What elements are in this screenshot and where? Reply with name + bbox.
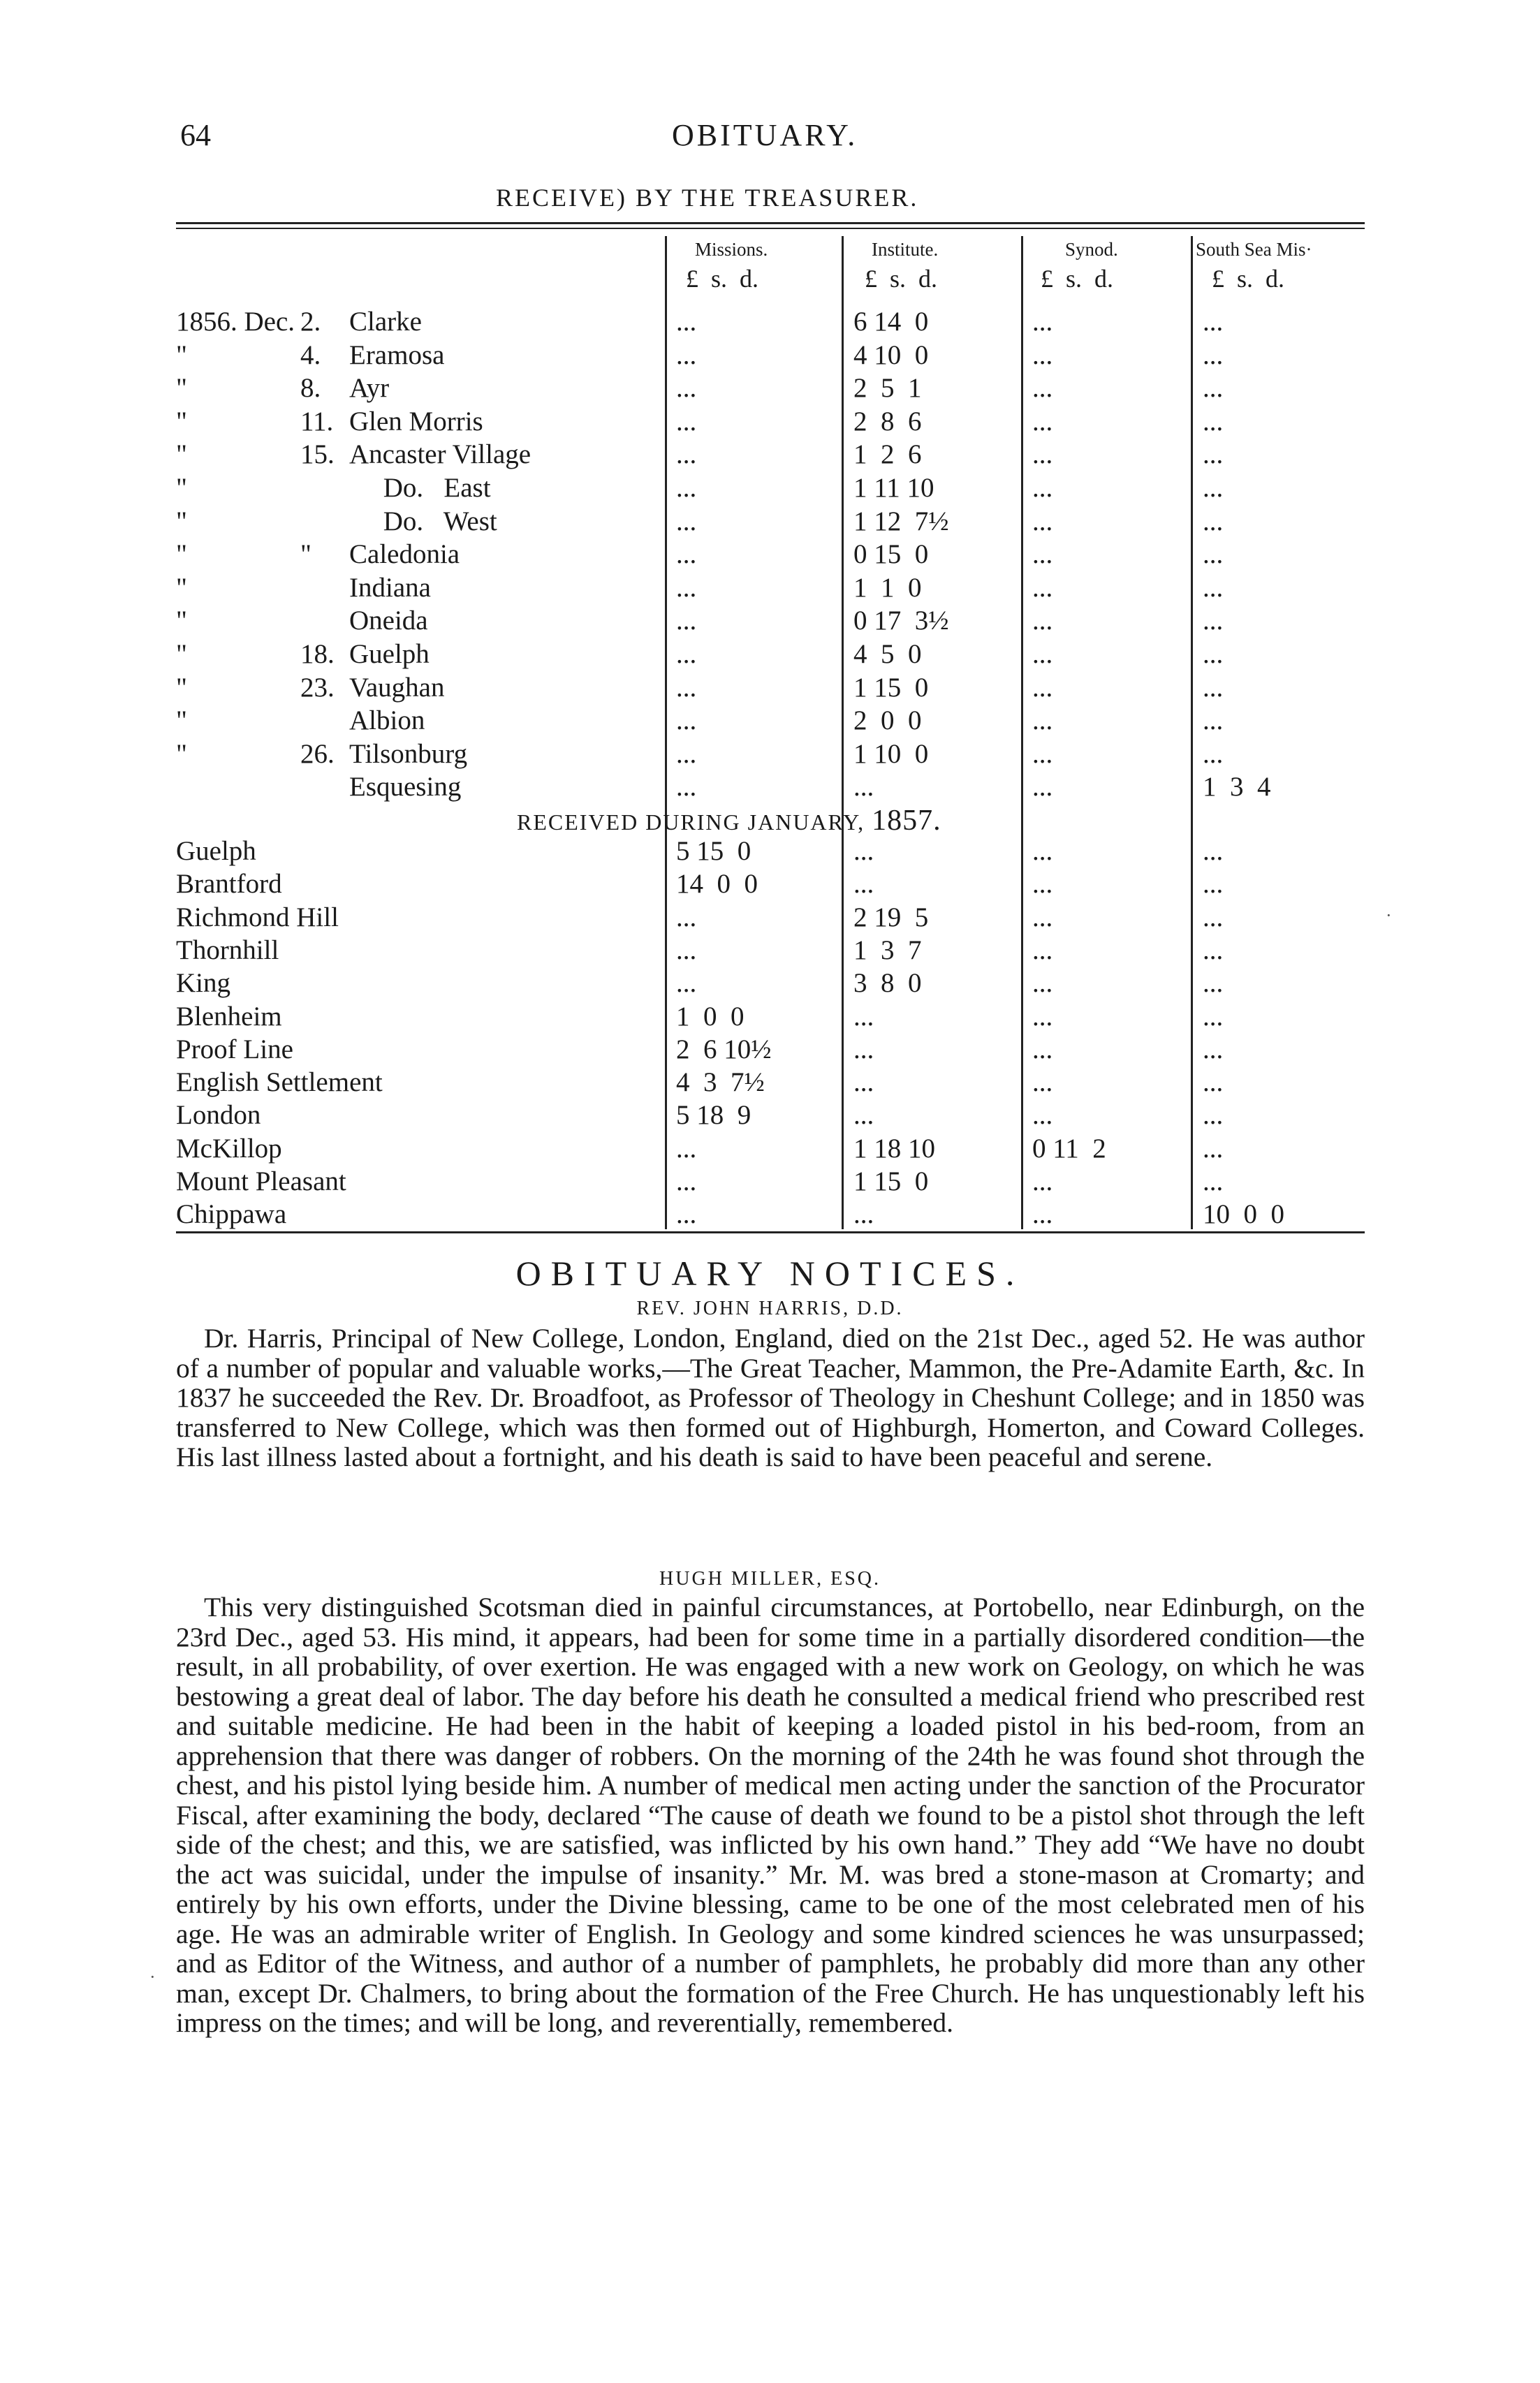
cell-southsea: ... — [1203, 1034, 1224, 1064]
row-name: Albion — [349, 705, 425, 736]
cell-southsea: ... — [1203, 934, 1224, 965]
cell-synod: ... — [1032, 1067, 1053, 1098]
row-name: Mount Pleasant — [176, 1166, 346, 1196]
cell-missions: ... — [676, 1166, 697, 1196]
cell-southsea: ... — [1203, 705, 1224, 736]
notice-body-harris — [176, 1324, 1365, 1472]
table-row — [0, 934, 1540, 968]
table-row — [0, 439, 1540, 472]
units-synod: £ s. d. — [1041, 265, 1114, 293]
cell-institute: ... — [853, 869, 874, 900]
cell-institute: 1 12 7½ — [853, 506, 949, 536]
col-header-southsea: South Sea Mis· — [1196, 239, 1312, 260]
row-name: Glen Morris — [349, 406, 483, 437]
row-date: 1856. Dec. — [176, 307, 295, 337]
units-missions: £ s. d. — [686, 265, 759, 293]
cell-institute: 1 1 0 — [853, 572, 922, 603]
row-day: 15. — [300, 439, 335, 470]
cell-missions: ... — [676, 934, 697, 965]
row-date: " — [176, 572, 187, 603]
cell-institute: 2 0 0 — [853, 705, 922, 736]
table-row — [0, 638, 1540, 672]
row-name: Caledonia — [349, 539, 460, 570]
cell-missions: ... — [676, 539, 697, 570]
cell-synod: ... — [1032, 406, 1053, 437]
row-name: King — [176, 968, 230, 999]
cell-institute: 2 19 5 — [853, 902, 929, 932]
cell-missions: ... — [676, 373, 697, 404]
row-name: Do. West — [349, 506, 497, 536]
row-date: " — [176, 539, 187, 570]
col-header-synod: Synod. — [1065, 239, 1118, 260]
cell-missions: ... — [676, 339, 697, 370]
row-day: " — [300, 539, 311, 570]
row-name: Oneida — [349, 606, 428, 636]
row-date: " — [176, 439, 187, 470]
table-row — [0, 339, 1540, 373]
cell-missions: ... — [676, 572, 697, 603]
cell-institute: ... — [853, 1001, 874, 1032]
cell-missions: ... — [676, 639, 697, 669]
row-name: Richmond Hill — [176, 902, 339, 932]
cell-synod: ... — [1032, 1001, 1053, 1032]
cell-missions: ... — [676, 307, 697, 337]
table-row — [0, 306, 1540, 339]
cell-synod: ... — [1032, 307, 1053, 337]
cell-missions: ... — [676, 672, 697, 703]
table-row — [0, 472, 1540, 506]
row-name: Chippawa — [176, 1199, 287, 1230]
units-institute: £ s. d. — [865, 265, 938, 293]
cell-institute: 2 5 1 — [853, 373, 922, 404]
cell-southsea: ... — [1203, 606, 1224, 636]
table-row — [0, 1001, 1540, 1034]
cell-southsea: ... — [1203, 572, 1224, 603]
cell-southsea: ... — [1203, 1001, 1224, 1032]
cell-southsea: ... — [1203, 406, 1224, 437]
cell-synod: ... — [1032, 439, 1053, 470]
table-row — [0, 1099, 1540, 1133]
cell-southsea: ... — [1203, 1067, 1224, 1098]
cell-missions: ... — [676, 406, 697, 437]
row-name: Guelph — [176, 836, 256, 866]
cell-southsea: ... — [1203, 738, 1224, 769]
row-name: Thornhill — [176, 934, 279, 965]
january-heading-text: RECEIVED DURING JANUARY, — [517, 809, 865, 835]
notice-heading-harris: REV. JOHN HARRIS, D.D. — [636, 1298, 904, 1319]
cell-synod: ... — [1032, 539, 1053, 570]
table-row — [0, 1133, 1540, 1166]
cell-synod: ... — [1032, 772, 1053, 802]
row-name: London — [176, 1100, 261, 1131]
running-head: OBITUARY. — [672, 118, 858, 152]
print-speck: · — [1386, 905, 1392, 925]
row-date: " — [176, 606, 187, 636]
row-name: Guelph — [349, 639, 430, 669]
cell-missions: 1 0 0 — [676, 1001, 745, 1032]
row-name: Do. East — [349, 473, 491, 503]
cell-institute: 0 17 3½ — [853, 606, 949, 636]
cell-southsea: ... — [1203, 869, 1224, 900]
cell-southsea: ... — [1203, 439, 1224, 470]
cell-missions: 5 18 9 — [676, 1100, 751, 1131]
cell-southsea: ... — [1203, 339, 1224, 370]
col-header-missions: Missions. — [695, 239, 768, 260]
row-day: 18. — [300, 639, 335, 669]
cell-institute: 1 15 0 — [853, 672, 929, 703]
cell-southsea: ... — [1203, 1133, 1224, 1164]
table-row — [0, 506, 1540, 539]
cell-synod: ... — [1032, 1100, 1053, 1131]
row-date: " — [176, 406, 187, 437]
row-name: Indiana — [349, 572, 431, 603]
cell-synod: ... — [1032, 902, 1053, 932]
cell-institute: 3 8 0 — [853, 968, 922, 999]
cell-synod: ... — [1032, 473, 1053, 503]
row-name: Blenheim — [176, 1001, 282, 1032]
notice-text-harris: Dr. Harris, Principal of New College, London, England, died on the 21st Dec., aged 52. He was author of a number of popular and valuable works,—The Great Teacher, Mammon, the Pre-Adamite Earth, &c. In 1837 he succeeded the Rev. Dr. Broadfoot, as Professor of Theology in Cheshunt College; and in 1850 was transferred to New College, which was then formed out of Highburgh, Homerton, and Coward Colleges. His last illness lasted about a fortnight, and his death is said to have been peaceful and serene. — [176, 1323, 1365, 1472]
cell-missions: ... — [676, 606, 697, 636]
row-date: " — [176, 373, 187, 404]
cell-institute: 4 10 0 — [853, 339, 929, 370]
table-row — [0, 1034, 1540, 1067]
row-name: Eramosa — [349, 339, 445, 370]
row-name: Clarke — [349, 307, 422, 337]
table-row — [0, 538, 1540, 572]
cell-missions: 4 3 7½ — [676, 1067, 765, 1098]
cell-southsea: 1 3 4 — [1203, 772, 1271, 802]
cell-synod: ... — [1032, 1166, 1053, 1196]
cell-southsea: ... — [1203, 307, 1224, 337]
row-name: English Settlement — [176, 1067, 383, 1098]
table-row — [0, 406, 1540, 439]
row-name: Vaughan — [349, 672, 445, 703]
cell-synod: ... — [1032, 506, 1053, 536]
cell-synod: ... — [1032, 639, 1053, 669]
table-row — [0, 572, 1540, 606]
cell-institute: 2 8 6 — [853, 406, 922, 437]
cell-missions: 14 0 0 — [676, 869, 758, 900]
cell-missions: 5 15 0 — [676, 836, 751, 866]
cell-synod: ... — [1032, 705, 1053, 736]
row-day: 26. — [300, 738, 335, 769]
table-row — [0, 835, 1540, 869]
cell-institute: ... — [853, 836, 874, 866]
notice-body-miller — [176, 1592, 1365, 2038]
notice-text-miller: This very distinguished Scotsman died in painful circumstances, at Portobello, near Edinburgh, on the 23rd Dec., aged 53. His mind, it appears, had been for some time in a partially disordered condition—the result, in all probability, of over exertion. He was engaged with a new work on Geology, on which he was bestowing a great deal of labor. The day before his death he consulted a medical friend who prescribed rest and suitable medicine. He had been in the habit of keeping a loaded pistol in his bed-room, from an apprehension that there was danger of robbers. On the morning of the 24th he was found shot through the chest, and his pistol lying beside him. A number of medical men acting under the sanction of the Procurator Fiscal, after examining the body, declared “The cause of death we found to be a pistol shot through the left side of the chest; and this, we are satisfied, was inflicted by his own hand.” They add “We have no doubt the act was suicidal, under the impulse of insanity.” Mr. M. was bred a stone-mason at Cromarty; and entirely by his own efforts, under the Divine blessing, came to be one of the most celebrated men of his age. He was an admirable writer of English. In Geology and some kindred sciences he was unsurpassed; and as Editor of the Witness, and author of a number of pamphlets, he probably did more than any other man, except Dr. Chalmers, to bring about the formation of the Free Church. He has unquestionably left his impress on the times; and will be long, and reverentially, remembered. — [176, 1592, 1365, 2038]
cell-institute: ... — [853, 772, 874, 802]
cell-synod: ... — [1032, 373, 1053, 404]
cell-synod: ... — [1032, 339, 1053, 370]
notice-heading-miller: HUGH MILLER, ESQ. — [659, 1568, 881, 1590]
row-date: " — [176, 705, 187, 736]
row-date: " — [176, 738, 187, 769]
cell-institute: ... — [853, 1199, 874, 1230]
cell-missions: ... — [676, 1199, 697, 1230]
cell-institute: ... — [853, 1034, 874, 1064]
table-row — [0, 1166, 1540, 1199]
cell-institute: 1 11 10 — [853, 473, 934, 503]
cell-missions: ... — [676, 772, 697, 802]
row-name: Ayr — [349, 373, 390, 404]
january-heading-year: 1857. — [872, 805, 941, 837]
cell-southsea: ... — [1203, 1100, 1224, 1131]
cell-southsea: ... — [1203, 672, 1224, 703]
table-bottom-rule — [176, 1231, 1365, 1233]
cell-synod: ... — [1032, 606, 1053, 636]
cell-synod: 0 11 2 — [1032, 1133, 1106, 1164]
table-row — [0, 705, 1540, 738]
row-date: " — [176, 339, 187, 370]
cell-missions: ... — [676, 738, 697, 769]
table-row — [0, 605, 1540, 638]
cell-synod: ... — [1032, 1199, 1053, 1230]
cell-institute: 4 5 0 — [853, 639, 922, 669]
page-number: 64 — [180, 118, 211, 152]
cell-southsea: ... — [1203, 473, 1224, 503]
cell-institute: 0 15 0 — [853, 539, 929, 570]
cell-institute: ... — [853, 1067, 874, 1098]
cell-synod: ... — [1032, 672, 1053, 703]
row-name: McKillop — [176, 1133, 282, 1164]
table-row — [0, 902, 1540, 935]
table-row — [0, 771, 1540, 805]
cell-synod: ... — [1032, 738, 1053, 769]
cell-missions: ... — [676, 473, 697, 503]
table-row — [0, 1198, 1540, 1232]
cell-missions: ... — [676, 705, 697, 736]
print-speck: · — [149, 1967, 156, 1987]
row-date: " — [176, 639, 187, 669]
cell-institute: 6 14 0 — [853, 307, 929, 337]
cell-missions: ... — [676, 506, 697, 536]
row-day: 8. — [300, 373, 321, 404]
units-southsea: £ s. d. — [1212, 265, 1285, 293]
table-top-rule-1 — [176, 222, 1365, 224]
obituary-title: OBITUARY NOTICES. — [515, 1254, 1025, 1293]
cell-synod: ... — [1032, 869, 1053, 900]
january-heading — [517, 804, 941, 837]
cell-missions: 2 6 10½ — [676, 1034, 772, 1064]
row-name: Proof Line — [176, 1034, 293, 1064]
table-row — [0, 372, 1540, 406]
treasurer-title: RECEIVE) BY THE TREASURER. — [496, 184, 919, 212]
row-date: " — [176, 506, 187, 536]
cell-institute: ... — [853, 1100, 874, 1131]
cell-southsea: ... — [1203, 506, 1224, 536]
cell-southsea: ... — [1203, 836, 1224, 866]
cell-institute: 1 10 0 — [853, 738, 929, 769]
cell-synod: ... — [1032, 934, 1053, 965]
row-day: 4. — [300, 339, 321, 370]
cell-southsea: ... — [1203, 1166, 1224, 1196]
cell-missions: ... — [676, 902, 697, 932]
col-header-institute: Institute. — [872, 239, 939, 260]
cell-southsea: 10 0 0 — [1203, 1199, 1284, 1230]
row-day: 11. — [300, 406, 334, 437]
row-name: Ancaster Village — [349, 439, 531, 470]
table-top-rule-2 — [176, 228, 1365, 229]
row-date: " — [176, 473, 187, 503]
row-day: 23. — [300, 672, 335, 703]
table-row — [0, 868, 1540, 902]
cell-synod: ... — [1032, 572, 1053, 603]
cell-institute: 1 18 10 — [853, 1133, 935, 1164]
table-row — [0, 1066, 1540, 1100]
cell-southsea: ... — [1203, 373, 1224, 404]
cell-synod: ... — [1032, 1034, 1053, 1064]
cell-synod: ... — [1032, 968, 1053, 999]
cell-synod: ... — [1032, 836, 1053, 866]
cell-southsea: ... — [1203, 902, 1224, 932]
table-row — [0, 967, 1540, 1001]
cell-southsea: ... — [1203, 968, 1224, 999]
row-name: Esquesing — [349, 772, 462, 802]
table-row — [0, 672, 1540, 705]
cell-southsea: ... — [1203, 539, 1224, 570]
cell-missions: ... — [676, 1133, 697, 1164]
cell-institute: 1 15 0 — [853, 1166, 929, 1196]
cell-missions: ... — [676, 968, 697, 999]
row-date: " — [176, 672, 187, 703]
table-row — [0, 738, 1540, 772]
row-name: Brantford — [176, 869, 282, 900]
cell-missions: ... — [676, 439, 697, 470]
row-day: 2. — [300, 307, 321, 337]
row-name: Tilsonburg — [349, 738, 468, 769]
cell-southsea: ... — [1203, 639, 1224, 669]
cell-institute: 1 3 7 — [853, 934, 922, 965]
cell-institute: 1 2 6 — [853, 439, 922, 470]
